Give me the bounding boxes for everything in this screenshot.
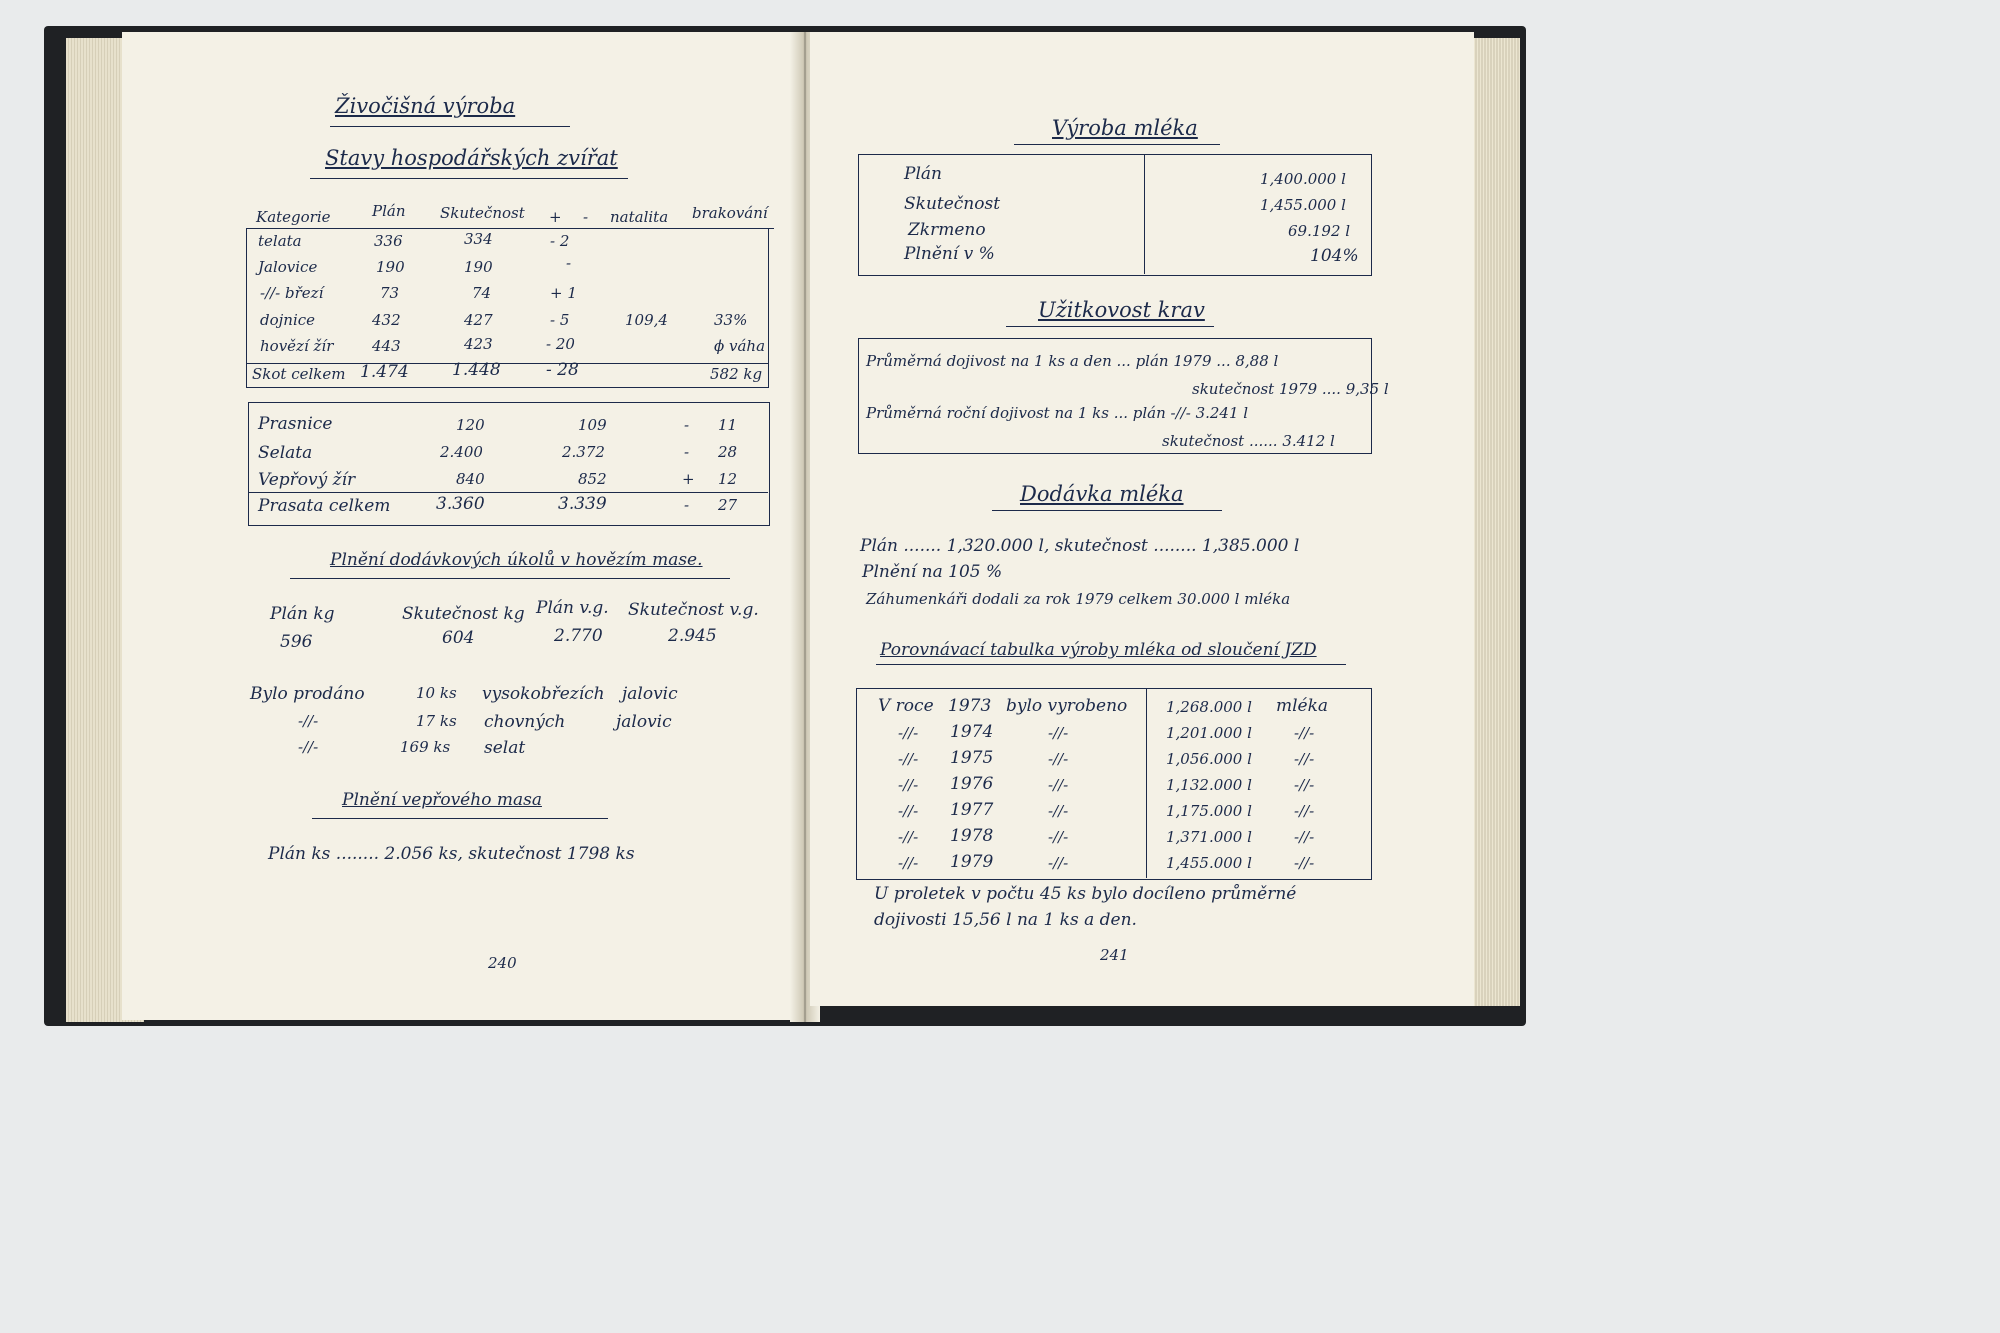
- milk-row-value: 104%: [1310, 246, 1359, 266]
- pig-total-rule: [248, 492, 768, 493]
- note-line: U proletek v počtu 45 ks bylo docíleno průměrné: [874, 884, 1297, 904]
- beef-actual-vg-label: Skutečnost v.g.: [628, 600, 759, 620]
- pig-row-diff: 11: [718, 416, 738, 434]
- milk-row-label: Zkrmeno: [908, 220, 986, 240]
- sold-qty: 10 ks: [416, 684, 457, 702]
- compare-row-amount: 1,371.000 l: [1166, 828, 1252, 846]
- beef-actual-kg-label: Skutečnost kg: [402, 604, 525, 624]
- section-title-compare: Porovnávací tabulka výroby mléka od sloučení JZD: [880, 640, 1317, 660]
- row-diff: - 5: [550, 311, 570, 329]
- pig-row-sign-total: -: [684, 496, 690, 514]
- row-plan: 443: [372, 337, 401, 355]
- sold-animal: jalovic: [622, 684, 678, 704]
- row-plan: 336: [374, 232, 403, 250]
- milk-row-label: Plán: [904, 164, 942, 184]
- compare-row-amount: 1,455.000 l: [1166, 854, 1252, 872]
- row-actual: 190: [464, 258, 493, 276]
- pork-heading-underline: [312, 818, 608, 819]
- pig-row-category-total: Prasata celkem: [258, 496, 391, 516]
- pig-row-plan: 2.400: [440, 443, 483, 461]
- compare-row-year: 1978: [950, 826, 994, 846]
- pig-row-sign: +: [682, 470, 695, 488]
- pork-heading: Plnění vepřového masa: [342, 790, 542, 810]
- col-header-actual: Skutečnost: [440, 204, 525, 222]
- beef-heading-underline: [290, 578, 730, 579]
- yield-line: skutečnost 1979 .... 9,35 l: [1192, 380, 1389, 398]
- page-title: Živočišná výroba: [335, 94, 516, 118]
- left-page: [122, 32, 802, 1020]
- pig-row-actual: 109: [578, 416, 607, 434]
- sold-label: Bylo prodáno: [250, 684, 365, 704]
- sold-animal: jalovic: [616, 712, 672, 732]
- ditto-mark: -//-: [1048, 724, 1069, 742]
- ditto-mark: -//-: [1048, 828, 1069, 846]
- row-category: -//- březí: [260, 284, 324, 302]
- ditto-mark: -//-: [1048, 750, 1069, 768]
- row-category-total: Skot celkem: [252, 365, 346, 383]
- pig-row-category: Vepřový žír: [258, 470, 356, 490]
- col-header-plan: Plán: [372, 202, 406, 220]
- compare-row-year: 1974: [950, 722, 994, 742]
- table-top-rule: [246, 228, 774, 229]
- table-right-rule: [768, 228, 769, 388]
- ditto-mark: -//-: [898, 750, 919, 768]
- compare-table-divider: [1146, 688, 1147, 878]
- pig-row-diff-total: 27: [718, 496, 738, 514]
- row-actual: 423: [464, 335, 493, 353]
- ditto-mark: -//-: [298, 738, 319, 756]
- yield-title-underline: [1006, 326, 1214, 327]
- milk-table-divider: [1144, 154, 1145, 274]
- milk-row-value: 1,400.000 l: [1260, 170, 1346, 188]
- compare-row-suffix: mléka: [1276, 696, 1329, 716]
- right-page: [810, 32, 1474, 1006]
- delivery-line: Záhumenkáři dodali za rok 1979 celkem 30.000 l mléka: [866, 590, 1291, 608]
- sold-desc: chovných: [484, 712, 566, 732]
- row-diff-total: - 28: [546, 360, 579, 380]
- col-header-plus: +: [549, 208, 562, 226]
- row-category: dojnice: [260, 311, 316, 329]
- compare-row-prefix: V roce: [878, 696, 934, 716]
- ditto-mark: -//-: [1294, 802, 1315, 820]
- compare-row-year: 1979: [950, 852, 994, 872]
- row-actual: 74: [472, 284, 492, 302]
- row-plan-total: 1.474: [360, 362, 409, 382]
- yield-line: Průměrná roční dojivost na 1 ks ... plán -//- 3.241 l: [866, 404, 1249, 422]
- delivery-line: Plnění na 105 %: [862, 562, 1003, 582]
- page-edges-right: [1466, 38, 1520, 1006]
- section-title-livestock: Stavy hospodářských zvířat: [325, 146, 618, 170]
- beef-plan-vg-label: Plán v.g.: [536, 598, 609, 618]
- beef-plan-kg-value: 596: [280, 632, 313, 652]
- pig-row-category: Prasnice: [258, 414, 333, 434]
- pig-row-actual: 2.372: [562, 443, 605, 461]
- pig-row-actual-total: 3.339: [558, 494, 607, 514]
- row-diff: -: [566, 254, 572, 272]
- section-title-delivery: Dodávka mléka: [1020, 482, 1184, 506]
- ditto-mark: -//-: [1048, 776, 1069, 794]
- milk-title-underline: [1014, 144, 1220, 145]
- pig-row-sign: -: [684, 416, 690, 434]
- beef-plan-vg-value: 2.770: [554, 626, 603, 646]
- ditto-mark: -//-: [1048, 854, 1069, 872]
- compare-row-amount: 1,175.000 l: [1166, 802, 1252, 820]
- pig-row-diff: 28: [718, 443, 738, 461]
- sold-qty: 17 ks: [416, 712, 457, 730]
- ditto-mark: -//-: [1294, 776, 1315, 794]
- ditto-mark: -//-: [1294, 854, 1315, 872]
- table-left-rule: [246, 228, 247, 388]
- col-header-natalita: natalita: [610, 208, 669, 226]
- delivery-line: Plán ....... 1,320.000 l, skutečnost ........ 1,385.000 l: [860, 536, 1300, 556]
- ditto-mark: -//-: [898, 724, 919, 742]
- row-diff: - 20: [546, 335, 575, 353]
- row-category: Jalovice: [258, 258, 318, 276]
- compare-row-year: 1973: [948, 696, 992, 716]
- pig-row-actual: 852: [578, 470, 607, 488]
- section-title-milk: Výroba mléka: [1052, 116, 1198, 140]
- compare-row-year: 1977: [950, 800, 994, 820]
- pig-row-category: Selata: [258, 443, 313, 463]
- row-category: telata: [258, 232, 302, 250]
- page-number-left: 240: [488, 954, 517, 972]
- title-underline: [330, 126, 570, 127]
- total-rule: [246, 363, 768, 364]
- row-brakovani-total: 582 kg: [710, 365, 763, 383]
- row-actual: 427: [464, 311, 493, 329]
- pig-row-plan: 120: [456, 416, 485, 434]
- col-header-brakovani: brakování: [692, 204, 768, 222]
- section-title-yield: Užitkovost krav: [1038, 298, 1205, 322]
- pig-row-plan-total: 3.360: [436, 494, 485, 514]
- ditto-mark: -//-: [1048, 802, 1069, 820]
- pork-line: Plán ks ........ 2.056 ks, skutečnost 1798 ks: [268, 844, 635, 864]
- yield-line: Průměrná dojivost na 1 ks a den ... plán 1979 ... 8,88 l: [866, 352, 1279, 370]
- beef-actual-vg-value: 2.945: [668, 626, 717, 646]
- beef-heading: Plnění dodávkových úkolů v hovězím mase.: [330, 550, 703, 570]
- row-category: hovězí žír: [260, 337, 334, 355]
- milk-row-value: 69.192 l: [1288, 222, 1351, 240]
- compare-row-year: 1976: [950, 774, 994, 794]
- pig-row-sign: -: [684, 443, 690, 461]
- row-actual: 334: [464, 230, 493, 248]
- pig-row-plan: 840: [456, 470, 485, 488]
- milk-row-label: Skutečnost: [904, 194, 1001, 214]
- table-bottom-rule: [246, 387, 768, 388]
- row-plan: 73: [380, 284, 400, 302]
- compare-title-underline: [876, 664, 1346, 665]
- row-plan: 432: [372, 311, 401, 329]
- pig-row-diff: 12: [718, 470, 738, 488]
- row-plan: 190: [376, 258, 405, 276]
- row-actual-total: 1.448: [452, 360, 501, 380]
- row-diff: - 2: [550, 232, 570, 250]
- compare-row-year: 1975: [950, 748, 994, 768]
- sold-qty: 169 ks: [400, 738, 451, 756]
- row-brakovani: 33%: [714, 311, 748, 329]
- beef-actual-kg-value: 604: [442, 628, 475, 648]
- col-header-minus: -: [583, 208, 589, 226]
- ditto-mark: -//-: [1294, 750, 1315, 768]
- ditto-mark: -//-: [298, 712, 319, 730]
- yield-line: skutečnost ...... 3.412 l: [1162, 432, 1335, 450]
- page-number-right: 241: [1100, 946, 1129, 964]
- row-diff: + 1: [550, 284, 577, 302]
- ditto-mark: -//-: [898, 802, 919, 820]
- col-header-category: Kategorie: [256, 208, 331, 226]
- ditto-mark: -//-: [898, 854, 919, 872]
- sold-desc: vysokobřezích: [482, 684, 605, 704]
- ditto-mark: -//-: [1294, 724, 1315, 742]
- beef-plan-kg-label: Plán kg: [270, 604, 335, 624]
- compare-row-amount: 1,132.000 l: [1166, 776, 1252, 794]
- row-brakovani: ϕ váha: [714, 337, 766, 355]
- subtitle-underline: [310, 178, 628, 179]
- row-natalita: 109,4: [625, 311, 668, 329]
- ditto-mark: -//-: [898, 828, 919, 846]
- milk-row-label: Plnění v %: [904, 244, 995, 264]
- note-line: dojivosti 15,56 l na 1 ks a den.: [874, 910, 1137, 930]
- compare-row-mid: bylo vyrobeno: [1006, 696, 1128, 716]
- compare-row-amount: 1,268.000 l: [1166, 698, 1252, 716]
- compare-row-amount: 1,056.000 l: [1166, 750, 1252, 768]
- milk-row-value: 1,455.000 l: [1260, 196, 1346, 214]
- sold-desc: selat: [484, 738, 526, 758]
- delivery-title-underline: [992, 510, 1222, 511]
- ditto-mark: -//-: [1294, 828, 1315, 846]
- ditto-mark: -//-: [898, 776, 919, 794]
- compare-row-amount: 1,201.000 l: [1166, 724, 1252, 742]
